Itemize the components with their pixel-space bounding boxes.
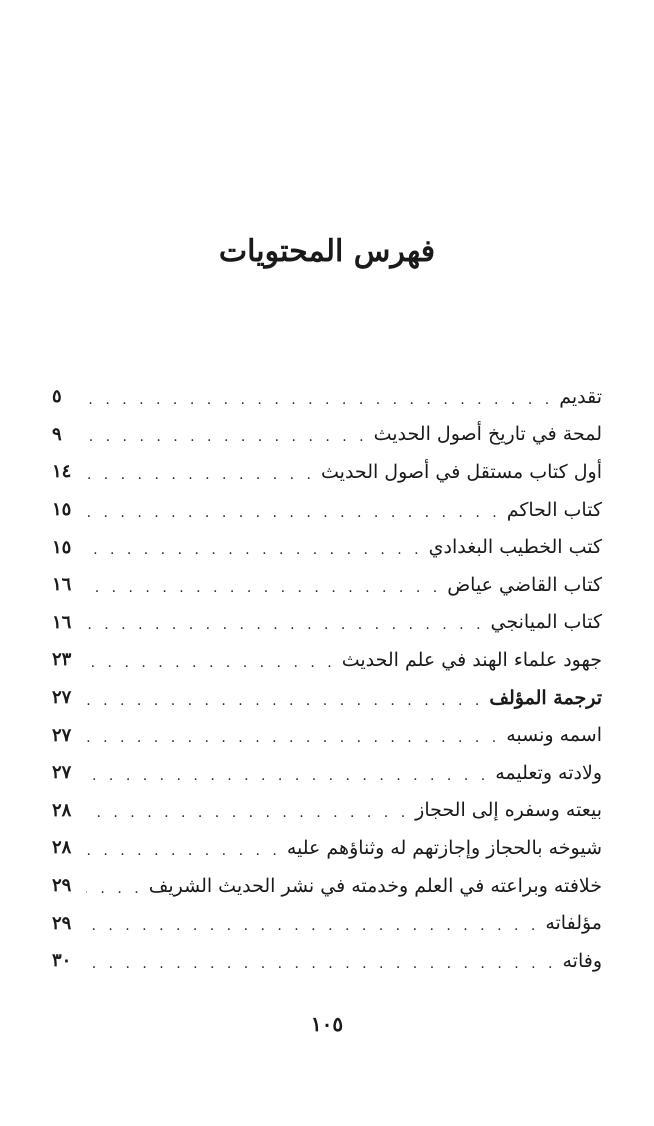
toc-entry-title: ترجمة المؤلف bbox=[489, 686, 602, 709]
dot-leader bbox=[86, 430, 368, 444]
dot-leader bbox=[86, 393, 553, 407]
dot-leader bbox=[86, 694, 483, 708]
dot-leader bbox=[86, 769, 489, 783]
toc-entry-page: ١٤ bbox=[52, 461, 72, 483]
dot-leader bbox=[86, 543, 423, 557]
toc-entry-title: اسمه ونسبه bbox=[506, 724, 602, 747]
dot-leader bbox=[86, 506, 501, 520]
toc-entry-page: ١٥ bbox=[52, 536, 72, 558]
toc-entry-page: ٢٧ bbox=[52, 724, 72, 746]
dot-leader bbox=[86, 618, 485, 632]
toc-entry bbox=[52, 453, 602, 491]
page-title: فهرس المحتويات bbox=[218, 234, 436, 270]
toc-entry-title: أول كتاب مستقل في أصول الحديث bbox=[321, 460, 602, 483]
page-number: ١٠٥ bbox=[310, 1012, 344, 1036]
toc-entry-page: ٣٠ bbox=[52, 950, 72, 972]
toc-entry bbox=[52, 416, 602, 454]
toc-entry bbox=[52, 528, 602, 566]
toc-entry bbox=[52, 566, 602, 604]
toc-entry-page: ٢٩ bbox=[52, 912, 72, 934]
toc-entry-page: ١٦ bbox=[52, 611, 72, 633]
dot-leader bbox=[86, 806, 409, 820]
toc-entry-page: ٢٧ bbox=[52, 762, 72, 784]
toc-entry bbox=[52, 942, 602, 980]
toc-entry-page: ٢٨ bbox=[52, 837, 72, 859]
toc-entry-title: كتب الخطيب البغدادي bbox=[428, 536, 602, 559]
toc-entry-title: لمحة في تاريخ أصول الحديث bbox=[373, 423, 602, 446]
toc-entry bbox=[52, 867, 602, 905]
toc-entry-page: ٩ bbox=[52, 423, 62, 445]
toc-entry bbox=[52, 754, 602, 792]
dot-leader bbox=[86, 581, 441, 595]
dot-leader bbox=[86, 731, 500, 745]
toc-entry bbox=[52, 716, 602, 754]
toc-entry bbox=[52, 604, 602, 642]
toc-entry bbox=[52, 792, 602, 830]
toc-entry bbox=[52, 829, 602, 867]
toc-entry-page: ١٦ bbox=[52, 574, 72, 596]
toc-entry-title: ولادته وتعليمه bbox=[495, 761, 602, 784]
toc-entry-page: ٢٣ bbox=[52, 649, 72, 671]
toc-entry-title: خلافته وبراعته في العلم وخدمته في نشر الحديث الشريف bbox=[148, 874, 602, 897]
toc-entry-title: تقديم bbox=[559, 385, 602, 408]
table-of-contents bbox=[52, 378, 602, 980]
toc-entry-title: كتاب الميانجي bbox=[490, 611, 602, 634]
toc-entry-page: ٢٨ bbox=[52, 799, 72, 821]
toc-entry-title: وفاته bbox=[562, 949, 602, 972]
toc-entry-title: جهود علماء الهند في علم الحديث bbox=[341, 648, 602, 671]
toc-entry-title: كتاب الحاكم bbox=[506, 498, 602, 521]
toc-entry bbox=[52, 491, 602, 529]
toc-entry-title: مؤلفاته bbox=[545, 912, 602, 935]
dot-leader bbox=[86, 957, 556, 971]
toc-entry bbox=[52, 904, 602, 942]
dot-leader bbox=[86, 844, 281, 858]
toc-section-heading bbox=[52, 679, 602, 717]
toc-entry-page: ١٥ bbox=[52, 499, 72, 521]
toc-entry bbox=[52, 641, 602, 679]
dot-leader bbox=[86, 919, 539, 933]
toc-entry-title: بيعته وسفره إلى الحجاز bbox=[415, 799, 602, 822]
dot-leader bbox=[86, 468, 315, 482]
toc-entry-page: ٢٩ bbox=[52, 875, 72, 897]
dot-leader bbox=[86, 656, 336, 670]
toc-entry-title: شيوخه بالحجاز وإجازتهم له وثناؤهم عليه bbox=[286, 836, 602, 859]
dot-leader bbox=[86, 882, 143, 896]
toc-entry-page: ٢٧ bbox=[52, 687, 72, 709]
toc-entry-page: ٥ bbox=[52, 386, 62, 408]
toc-entry bbox=[52, 378, 602, 416]
toc-entry-title: كتاب القاضي عياض bbox=[447, 573, 602, 596]
